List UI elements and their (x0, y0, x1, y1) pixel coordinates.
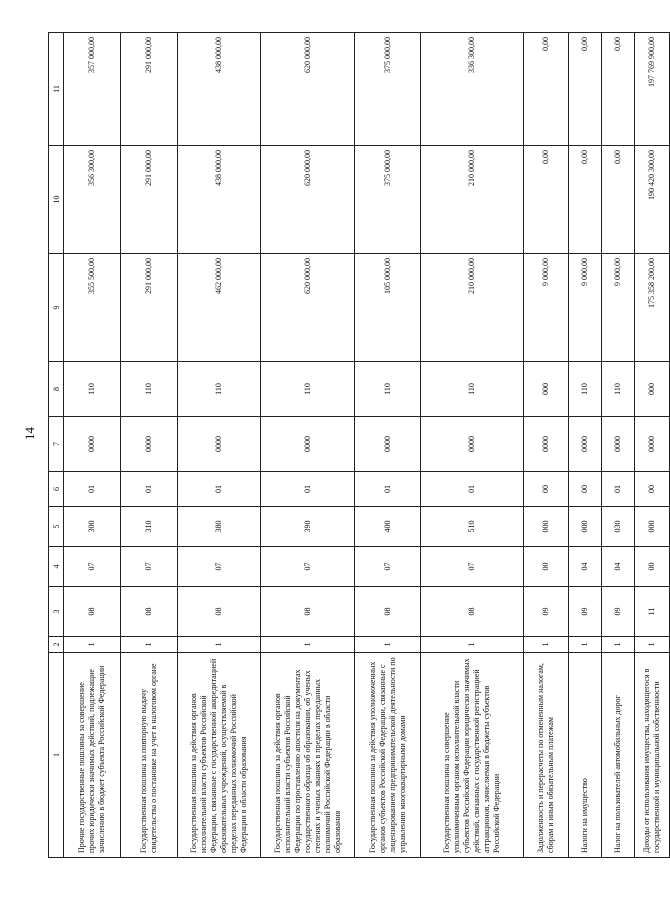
amount-cell: 375 000,00 (355, 146, 421, 254)
amount-cell: 9 000,00 (569, 254, 602, 362)
column-header: 6 (49, 472, 64, 507)
table-row (64, 33, 121, 858)
code-cell: 310 (121, 507, 178, 547)
code-cell: 01 (121, 472, 178, 507)
code-cell: 1 (261, 637, 355, 653)
code-cell: 00 (524, 472, 569, 507)
code-cell: 08 (121, 587, 178, 637)
column-header: 4 (49, 547, 64, 587)
code-cell: 09 (524, 587, 569, 637)
amount-cell: 0,00 (524, 33, 569, 146)
code-cell: 1 (524, 637, 569, 653)
table-row (121, 33, 178, 858)
amount-cell: 105 000,00 (355, 254, 421, 362)
code-cell: 11 (635, 587, 670, 637)
code-cell: 1 (569, 637, 602, 653)
code-cell: 380 (178, 507, 261, 547)
amount-cell: 0,00 (569, 146, 602, 254)
column-header: 7 (49, 417, 64, 472)
table-row (421, 33, 524, 858)
table-row (524, 33, 569, 858)
code-cell: 0000 (421, 417, 524, 472)
code-cell: 1 (64, 637, 121, 653)
table-row (178, 33, 261, 858)
amount-cell: 357 000,00 (64, 33, 121, 146)
amount-cell: 620 000,00 (261, 33, 355, 146)
amount-cell: 0,00 (524, 146, 569, 254)
code-cell: 00 (569, 472, 602, 507)
budget-revenue-table (48, 32, 670, 858)
code-cell: 07 (64, 547, 121, 587)
table-row (261, 33, 355, 858)
code-cell: 09 (602, 587, 635, 637)
amount-cell: 336 300,00 (421, 33, 524, 146)
code-cell: 110 (569, 362, 602, 417)
amount-cell: 197 769 900,00 (635, 33, 670, 146)
code-cell: 07 (178, 547, 261, 587)
amount-cell: 620 000,00 (261, 254, 355, 362)
code-cell: 0000 (121, 417, 178, 472)
code-cell: 000 (524, 507, 569, 547)
code-cell: 01 (602, 472, 635, 507)
code-cell: 0000 (178, 417, 261, 472)
table-row (635, 33, 670, 858)
code-cell: 510 (421, 507, 524, 547)
code-cell: 0000 (355, 417, 421, 472)
column-header: 5 (49, 507, 64, 547)
amount-cell: 355 500,00 (64, 254, 121, 362)
code-cell: 110 (602, 362, 635, 417)
code-cell: 07 (121, 547, 178, 587)
column-header: 11 (49, 33, 64, 146)
code-cell: 00 (635, 547, 670, 587)
amount-cell: 9 000,00 (602, 254, 635, 362)
code-cell: 09 (569, 587, 602, 637)
code-cell: 1 (602, 637, 635, 653)
column-header: 3 (49, 587, 64, 637)
amount-cell: 0,00 (602, 146, 635, 254)
code-cell: 1 (635, 637, 670, 653)
column-header: 2 (49, 637, 64, 653)
amount-cell: 291 000,00 (121, 254, 178, 362)
row-name-cell: Налоги на имущество (569, 653, 602, 858)
table-row (569, 33, 602, 858)
code-cell: 0000 (569, 417, 602, 472)
column-header: 9 (49, 254, 64, 362)
code-cell: 110 (355, 362, 421, 417)
row-name-cell: Прочие государственные пошлины за совершение прочих юридически значимых действий, подлежащие зачислению в бюджет субъекта Российской Федерации (64, 653, 121, 858)
code-cell: 300 (64, 507, 121, 547)
code-cell: 01 (421, 472, 524, 507)
code-cell: 110 (121, 362, 178, 417)
column-header: 8 (49, 362, 64, 417)
code-cell: 08 (64, 587, 121, 637)
amount-cell: 190 420 300,00 (635, 146, 670, 254)
code-cell: 01 (64, 472, 121, 507)
code-cell: 390 (261, 507, 355, 547)
row-name-cell: Доходы от использования имущества, находящегося в государственной и муниципальной собственности (635, 653, 670, 858)
code-cell: 0000 (524, 417, 569, 472)
code-cell: 110 (64, 362, 121, 417)
code-cell: 110 (261, 362, 355, 417)
code-cell: 04 (569, 547, 602, 587)
code-cell: 1 (355, 637, 421, 653)
table-row (602, 33, 635, 858)
code-cell: 00 (524, 547, 569, 587)
code-cell: 01 (355, 472, 421, 507)
code-cell: 000 (635, 507, 670, 547)
code-cell: 030 (602, 507, 635, 547)
code-cell: 000 (524, 362, 569, 417)
code-cell: 07 (261, 547, 355, 587)
code-cell: 1 (121, 637, 178, 653)
amount-cell: 291 000,00 (121, 33, 178, 146)
code-cell: 07 (421, 547, 524, 587)
code-cell: 08 (261, 587, 355, 637)
code-cell: 110 (421, 362, 524, 417)
amount-cell: 210 000,00 (421, 254, 524, 362)
code-cell: 1 (178, 637, 261, 653)
code-cell: 1 (421, 637, 524, 653)
amount-cell: 375 000,00 (355, 33, 421, 146)
code-cell: 0000 (261, 417, 355, 472)
amount-cell: 438 000,00 (178, 146, 261, 254)
code-cell: 0000 (64, 417, 121, 472)
code-cell: 08 (421, 587, 524, 637)
amount-cell: 0,00 (602, 33, 635, 146)
row-name-cell: Государственная пошлина за повторную выдачу свидетельства о постановке на учет в налоговом органе (121, 653, 178, 858)
row-name-cell: Государственная пошлина за действия органов исполнительной власти субъектов Российской Федерации, связанные с государственной аккредитацией образовательных учреждений, осуществляемой в пределах переданных полномочий Российской Федерации в области образования (178, 653, 261, 858)
code-cell: 0000 (635, 417, 670, 472)
code-cell: 01 (178, 472, 261, 507)
amount-cell: 438 000,00 (178, 33, 261, 146)
code-cell: 01 (261, 472, 355, 507)
row-name-cell: Налог на пользователей автомобильных дорог (602, 653, 635, 858)
amount-cell: 210 000,00 (421, 146, 524, 254)
amount-cell: 356 300,00 (64, 146, 121, 254)
amount-cell: 291 000,00 (121, 146, 178, 254)
budget-table-rotated (48, 33, 661, 858)
amount-cell: 620 000,00 (261, 146, 355, 254)
code-cell: 08 (178, 587, 261, 637)
row-name-cell: Государственная пошлина за совершение уполномоченным органом исполнительной власти субъектов Российской Федерации юридически значимых действий, связанных с государственной регистрацией аттракционов, зачисляемая в бюджеты субъектов Российской Федерации (421, 653, 524, 858)
code-cell: 000 (569, 507, 602, 547)
code-cell: 04 (602, 547, 635, 587)
row-name-cell: Задолженность и перерасчеты по отмененным налогам, сборам и иным обязательным платежам (524, 653, 569, 858)
code-cell: 07 (355, 547, 421, 587)
code-cell: 08 (355, 587, 421, 637)
code-cell: 110 (178, 362, 261, 417)
table-row (355, 33, 421, 858)
amount-cell: 175 358 200,00 (635, 254, 670, 362)
code-cell: 400 (355, 507, 421, 547)
row-name-cell: Государственная пошлина за действия уполномоченных органов субъектов Российской Федерации, связанные с лицензированием предпринимательской деятельности по управлению многоквартирными домами (355, 653, 421, 858)
row-name-cell: Государственная пошлина за действия органов исполнительной власти субъектов Российской Федерации по проставлению апостиля на документах государственного образца об образовании, об ученых степенях и ученых званиях в пределах переданных полномочий Российской Федерации в области образования (261, 653, 355, 858)
column-header: 10 (49, 146, 64, 254)
amount-cell: 9 000,00 (524, 254, 569, 362)
code-cell: 00 (635, 472, 670, 507)
page-number: 14 (22, 427, 37, 440)
code-cell: 000 (635, 362, 670, 417)
header-row (49, 33, 64, 858)
column-header: 1 (49, 653, 64, 858)
amount-cell: 462 000,00 (178, 254, 261, 362)
amount-cell: 0,00 (569, 33, 602, 146)
code-cell: 0000 (602, 417, 635, 472)
